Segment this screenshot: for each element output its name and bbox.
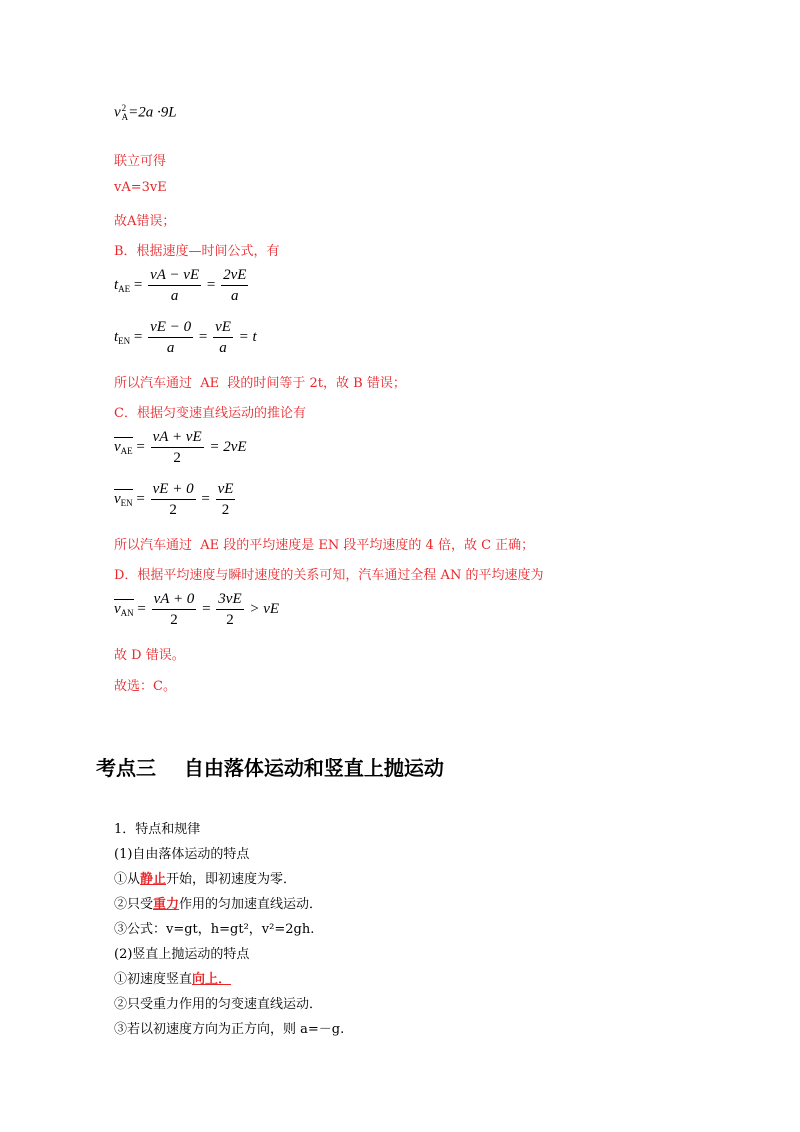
eq-sub: AE — [118, 283, 131, 294]
equation-t-en: $t_{EN}$ = $\frac{vE - 0}{a}$ = $\frac{vE}{a}$ = t — [114, 319, 257, 356]
line-c-conclusion: 所以汽车通过 AE 段的平均速度是 EN 段平均速度的 4 倍，故 C 正确； — [114, 538, 535, 553]
fraction: $\frac{vE + 0}{2}$ — [152, 481, 194, 518]
highlight-rest: 静止 — [140, 872, 167, 887]
equation-mean-v-en: $v_{EN}$ = $\frac{vE + 0}{2}$ = $\frac{vE}{2}$ — [114, 481, 234, 518]
line-c-intro: C．根据匀变速直线运动的推论有 — [114, 406, 306, 421]
eq-var: v — [114, 104, 121, 121]
eq-sub: AE — [120, 445, 133, 456]
fraction: $\frac{2vE}{a}$ — [223, 267, 247, 304]
text-segment: ①从 — [114, 872, 141, 887]
fraction: $\frac{vA - vE}{a}$ — [150, 267, 200, 304]
line-b-intro: B．根据速度—时间公式，有 — [114, 244, 280, 259]
line-answer: 故选：C。 — [114, 679, 176, 694]
fraction: $\frac{vE - 0}{a}$ — [150, 319, 192, 356]
fraction: $\frac{vE}{a}$ — [215, 319, 231, 356]
fraction: $\frac{3vE}{2}$ — [218, 591, 242, 628]
item-features-rules: 1．特点和规律 — [114, 822, 201, 837]
fraction: $\frac{vA + 0}{2}$ — [153, 591, 195, 628]
text-segment: 开始，即初速度为零． — [166, 872, 297, 887]
eq-rhs: = 2vE — [209, 438, 247, 455]
eq-sub: EN — [118, 335, 131, 346]
equation-mean-v-an: $v_{AN}$ = $\frac{vA + 0}{2}$ = $\frac{3vE}{2}$ > vE — [114, 591, 280, 628]
eq-rhs: =2a ·9L — [128, 104, 177, 121]
free-fall-formula: ③公式：v=gt，h=gt²，v²=2gh. — [114, 922, 315, 937]
eq-sub: A — [121, 112, 129, 122]
subtitle-vertical-throw: (2)竖直上抛运动的特点 — [114, 947, 250, 962]
vertical-throw-line-1 — [114, 968, 231, 987]
text-segment: 作用的匀加速直线运动． — [179, 897, 323, 912]
highlight-upward: 向上． — [192, 972, 232, 987]
vertical-throw-line-2: ②只受重力作用的匀变速直线运动． — [114, 997, 323, 1012]
equation-mean-v-ae: $v_{AE}$ = $\frac{vA + vE}{2}$ = 2vE — [114, 429, 247, 466]
eq-tail: = t — [238, 328, 257, 345]
highlight-gravity: 重力 — [153, 897, 180, 912]
section-title: 考点三 自由落体运动和竖直上抛运动 — [96, 756, 444, 780]
line-d-wrong: 故 D 错误。 — [114, 648, 185, 663]
free-fall-line-2 — [114, 893, 322, 912]
line-b-conclusion: 所以汽车通过 AE 段的时间等于 2t，故 B 错误； — [114, 376, 406, 391]
vertical-throw-line-3: ③若以初速度方向为正方向，则 a=－g. — [114, 1022, 345, 1037]
equation-va-squared — [114, 104, 177, 122]
line-d-intro: D．根据平均速度与瞬时速度的关系可知，汽车通过全程 AN 的平均速度为 — [114, 568, 544, 583]
eq-sub: AN — [120, 607, 134, 618]
subtitle-free-fall: (1)自由落体运动的特点 — [114, 847, 250, 862]
line-a-wrong: 故A错误； — [114, 214, 176, 229]
text-segment: ②只受 — [114, 897, 154, 912]
eq-sub: EN — [120, 497, 133, 508]
text-segment: ①初速度竖直 — [114, 972, 193, 987]
eq-tail: > vE — [249, 600, 280, 617]
line-combine: 联立可得 — [114, 154, 167, 169]
eq-sup: 2 — [121, 103, 127, 113]
line-va: vA=3vE — [114, 180, 167, 195]
fraction: $\frac{vA + vE}{2}$ — [152, 429, 202, 466]
free-fall-line-1 — [114, 868, 296, 887]
equation-t-ae: $t_{AE}$ = $\frac{vA - vE}{a}$ = $\frac{2vE}{a}$ — [114, 267, 247, 304]
fraction: $\frac{vE}{2}$ — [217, 481, 234, 518]
